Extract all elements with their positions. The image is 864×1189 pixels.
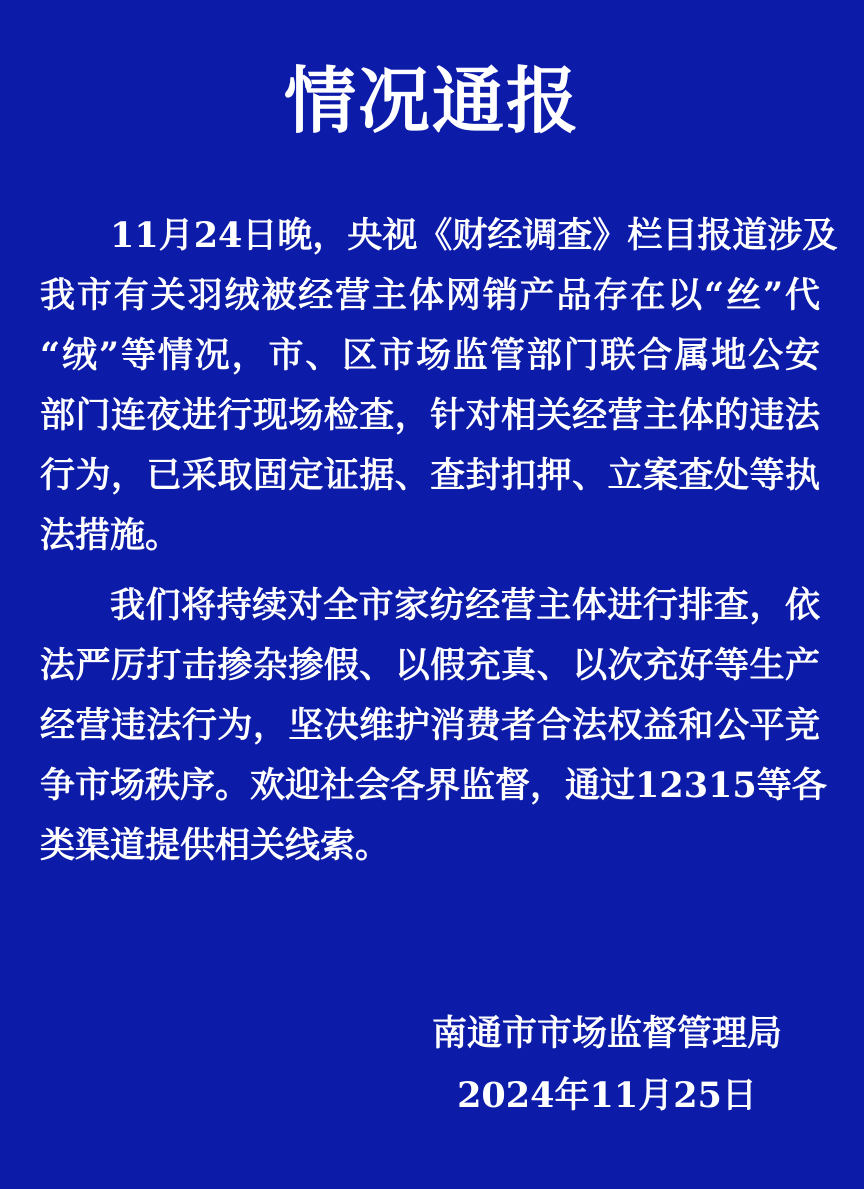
issue-date: 2024年11月25日 bbox=[457, 1075, 757, 1116]
notice-body bbox=[40, 206, 838, 876]
notice-line: 行为，已采取固定证据、查封扣押、立案查处等执 bbox=[40, 455, 820, 496]
notice-line: 部门连夜进行现场检查，针对相关经营主体的违法 bbox=[40, 395, 820, 436]
notice-paragraph-1 bbox=[40, 206, 838, 566]
notice-line: 我们将持续对全市家纺经营主体进行排查，依 bbox=[110, 585, 820, 626]
issuer-name: 南通市市场监督管理局 bbox=[431, 1013, 782, 1054]
notice-line: 类渠道提供相关线索。 bbox=[40, 825, 391, 866]
notice-line: 争市场秩序。欢迎社会各界监督，通过12315等各 bbox=[40, 765, 827, 806]
notice-line: 法措施。 bbox=[40, 515, 181, 556]
signature-block bbox=[432, 1004, 782, 1128]
notice-line: 我市有关羽绒被经营主体网销产品存在以“丝”代 bbox=[40, 275, 820, 316]
notice-title: 情况通报 bbox=[283, 58, 580, 143]
notice-line: 法严厉打击掺杂掺假、以假充真、以次充好等生产 bbox=[40, 645, 820, 686]
notice-line: 11月24日晚，央视《财经调查》栏目报道涉及 bbox=[110, 215, 838, 256]
notice-line: 经营违法行为，坚决维护消费者合法权益和公平竞 bbox=[40, 705, 820, 746]
notice-paragraph-2 bbox=[40, 576, 827, 876]
notice-line: “绒”等情况，市、区市场监管部门联合属地公安 bbox=[40, 335, 820, 376]
